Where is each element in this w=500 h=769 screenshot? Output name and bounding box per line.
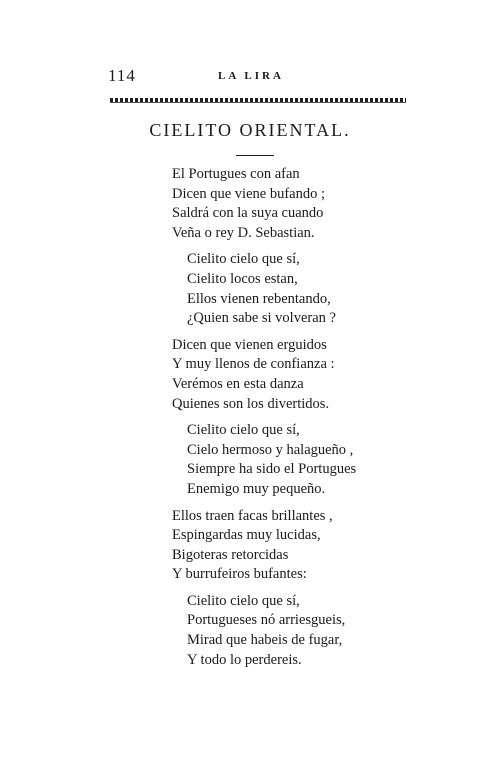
- poem-line: Saldrá con la suya cuando: [172, 205, 324, 222]
- page-header: [108, 66, 408, 86]
- poem-line: Verémos en esta danza: [172, 375, 304, 392]
- poem-line: Cielito cielo que sí,: [187, 592, 300, 609]
- poem-line: Espingardas muy lucidas,: [172, 527, 321, 544]
- stanza-4-refrain: [172, 421, 432, 499]
- poem-line: Dicen que viene bufando ;: [172, 185, 326, 202]
- poem-line: Siempre ha sido el Portugues: [187, 461, 357, 478]
- poem-title: CIELITO ORIENTAL.: [149, 120, 351, 140]
- ornamental-rule: [110, 98, 406, 103]
- poem-line: El Portugues con afan: [172, 166, 300, 182]
- poem-line: Enemigo muy pequeño.: [187, 480, 326, 497]
- poem-body: [172, 165, 432, 677]
- stanza-2-refrain: [172, 250, 432, 328]
- poem-line: Cielito locos estan,: [187, 270, 298, 287]
- poem-line: Cielito cielo que sí,: [187, 422, 300, 439]
- page-number: 114: [108, 66, 136, 85]
- poem-line: Cielo hermoso y halagueño ,: [187, 441, 354, 458]
- stanza-3: [172, 336, 432, 414]
- stanza-6-refrain: [172, 592, 432, 670]
- poem-line: ¿Quien sabe si volveran ?: [187, 310, 336, 327]
- poem-line: Mirad que habeis de fugar,: [187, 632, 343, 649]
- poem-line: Veña o rey D. Sebastian.: [172, 224, 315, 241]
- title-rule: [236, 155, 274, 156]
- stanza-5: [172, 507, 432, 585]
- stanza-1: [172, 165, 432, 243]
- poem-line: Dicen que vienen erguidos: [172, 336, 327, 353]
- running-head: LA LIRA: [218, 70, 284, 82]
- poem-line: Y todo lo perdereis.: [187, 651, 302, 668]
- poem-line: Ellos vienen rebentando,: [187, 290, 331, 307]
- poem-line: Cielito cielo que sí,: [187, 251, 300, 268]
- poem-line: Y muy llenos de confianza :: [172, 356, 335, 373]
- poem-line: Bigoteras retorcidas: [172, 546, 289, 563]
- poem-line: Quienes son los divertidos.: [172, 395, 330, 412]
- poem-line: Portugueses nó arriesgueis,: [187, 612, 346, 629]
- poem-line: Ellos traen facas brillantes ,: [172, 507, 333, 524]
- poem-line: Y burrufeiros bufantes:: [172, 566, 307, 583]
